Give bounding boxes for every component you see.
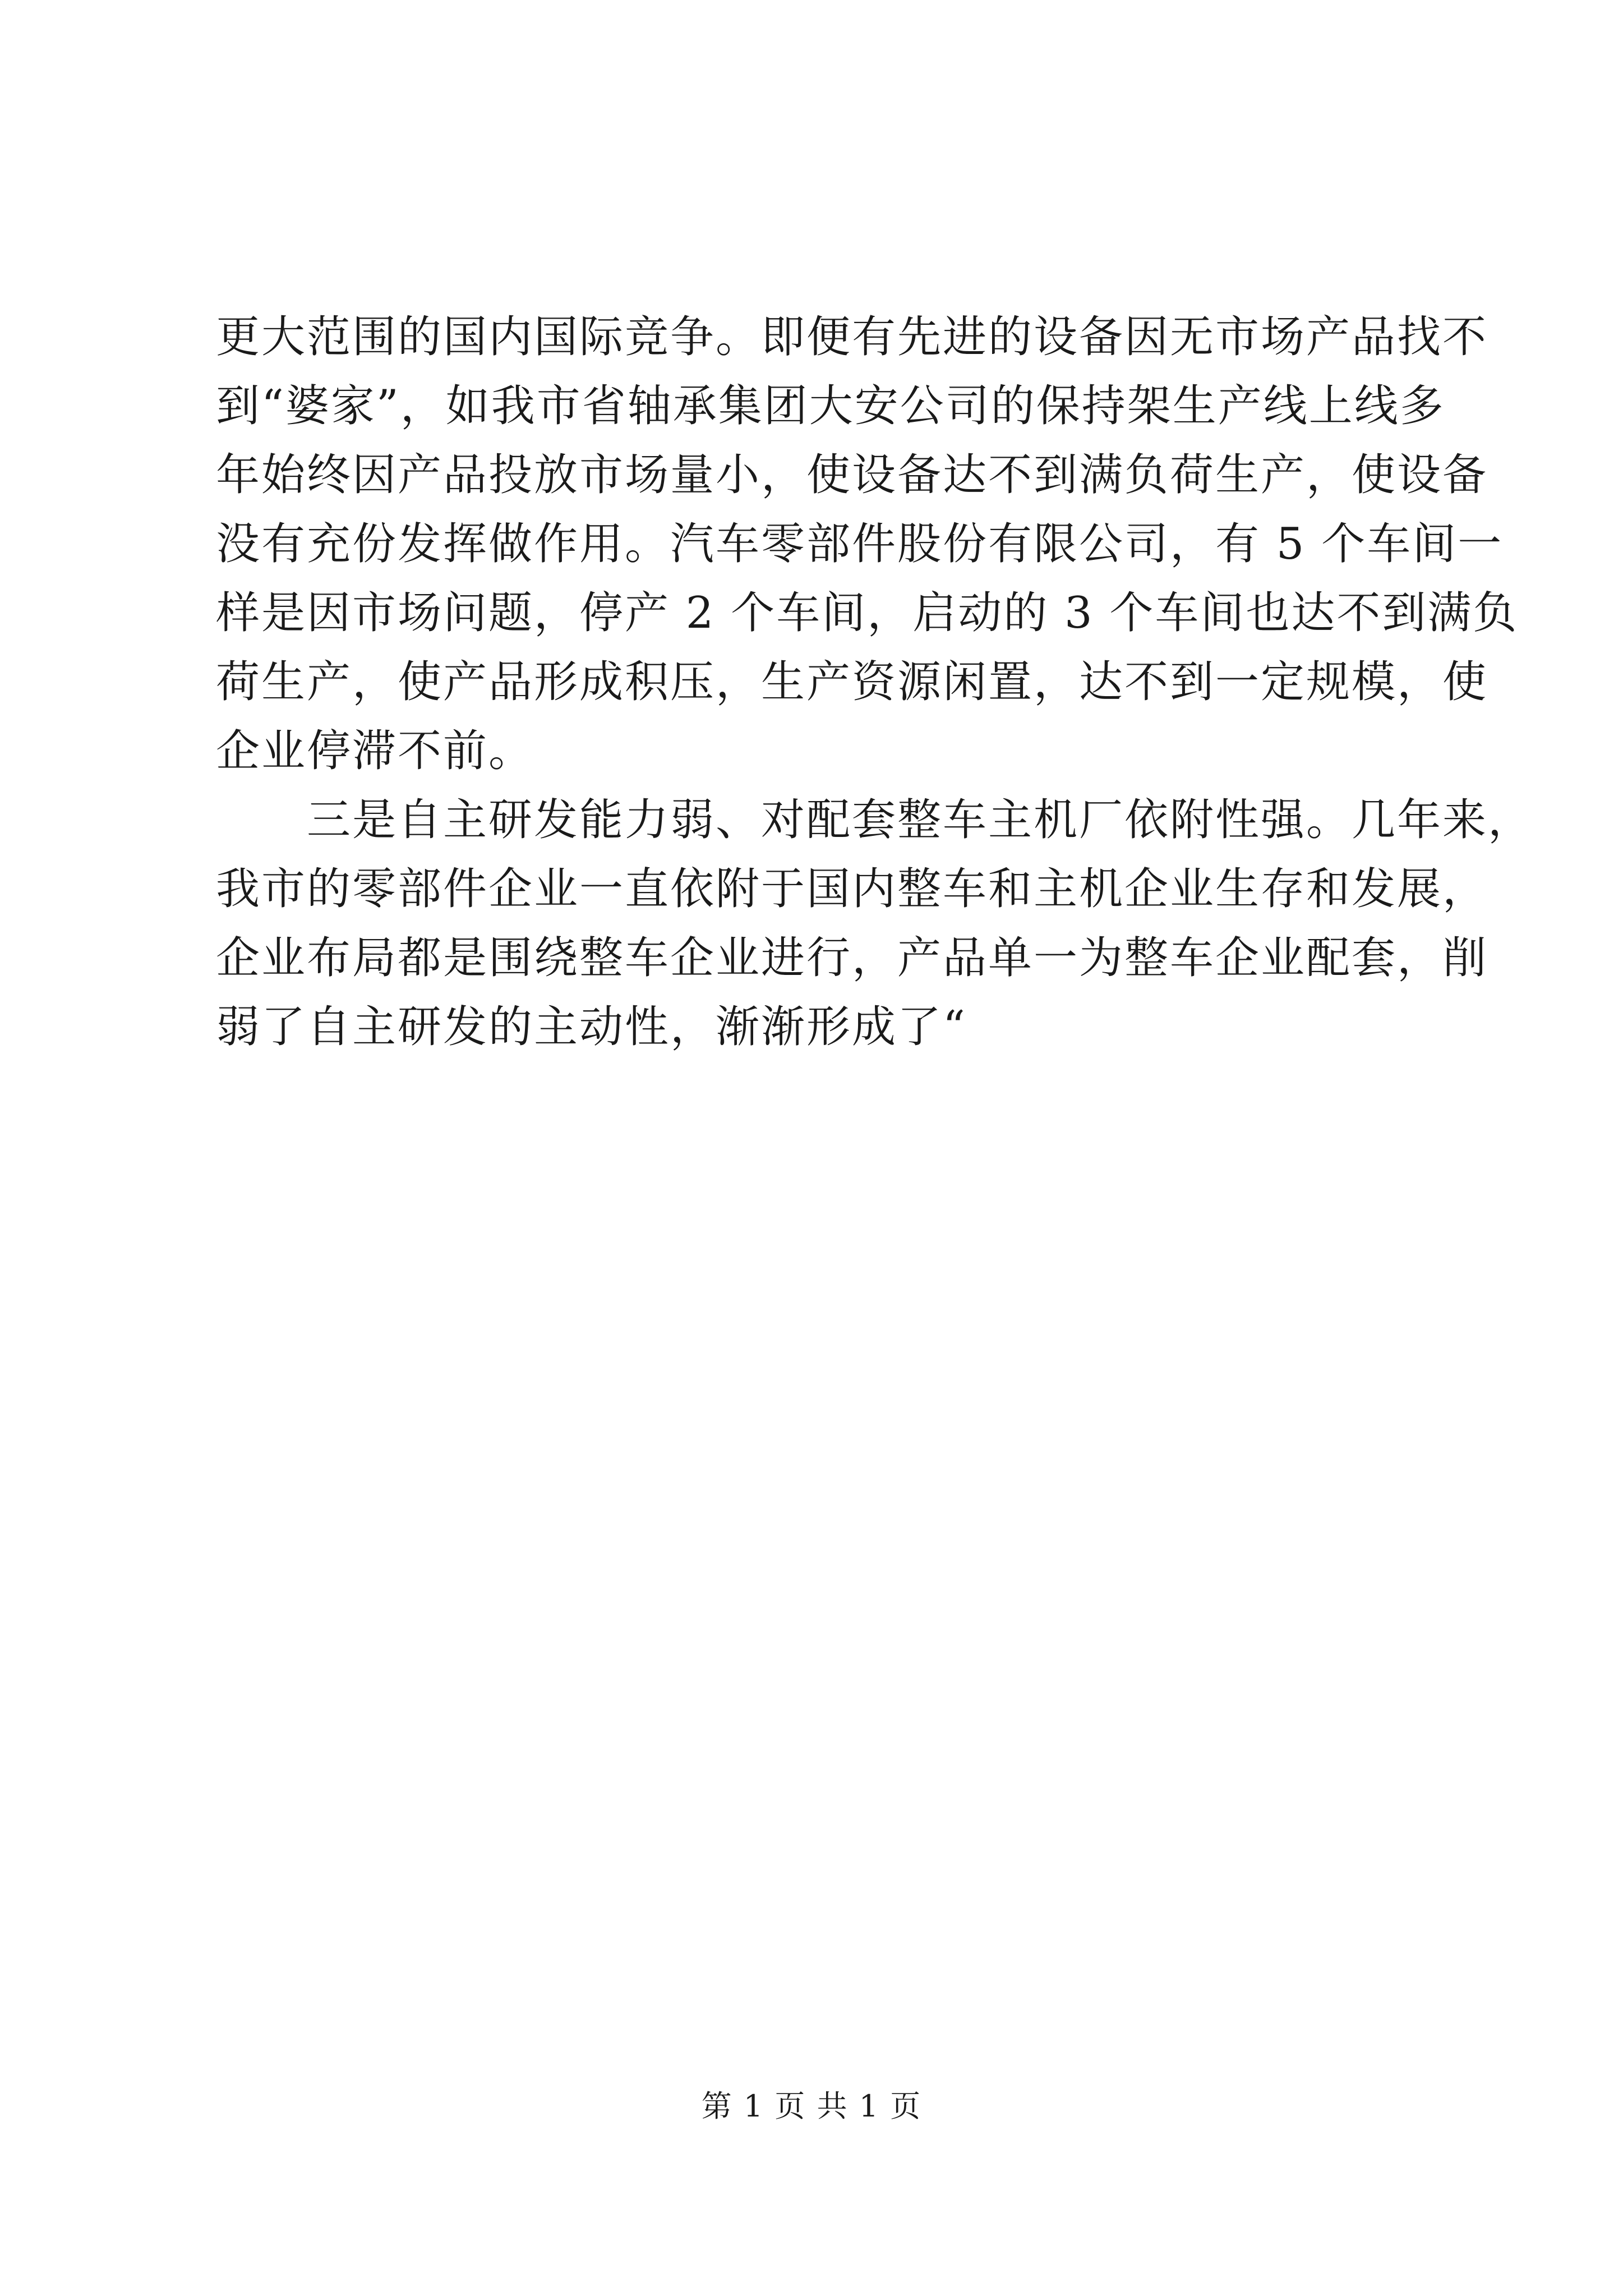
- text-line: 到“婆家”，如我市省轴承集团大安公司的保持架生产线上线多: [216, 381, 1445, 431]
- text-line: 更大范围的国内国际竞争。即便有先进的设备因无市场产品找不: [216, 312, 1488, 362]
- text-line: 弱了自主研发的主动性，渐渐形成了“: [216, 1002, 967, 1052]
- text-line: 我市的零部件企业一直依附于国内整车和主机企业生存和发展，: [216, 864, 1488, 914]
- document-body: [216, 303, 1534, 1062]
- text-line: 企业停滞不前。: [216, 726, 534, 776]
- text-line: 年始终因产品投放市场量小，使设备达不到满负荷生产，使设备: [216, 450, 1488, 500]
- text-line: 没有充份发挥做作用。汽车零部件股份有限公司，有 5 个车间一: [216, 519, 1504, 569]
- paragraph-start-line: 三是自主研发能力弱、对配套整车主机厂依附性强。几年来，: [216, 795, 1534, 845]
- page-footer: [0, 2087, 1623, 2126]
- text-line: 企业布局都是围绕整车企业进行，产品单一为整车企业配套，削: [216, 933, 1488, 983]
- text-line: 荷生产，使产品形成积压，生产资源闲置，达不到一定规模，使: [216, 657, 1488, 707]
- text-line: 样是因市场问题，停产 2 个车间，启动的 3 个车间也达不到满负: [216, 588, 1519, 638]
- page-number-label: 第 1 页 共 1 页: [701, 2088, 922, 2124]
